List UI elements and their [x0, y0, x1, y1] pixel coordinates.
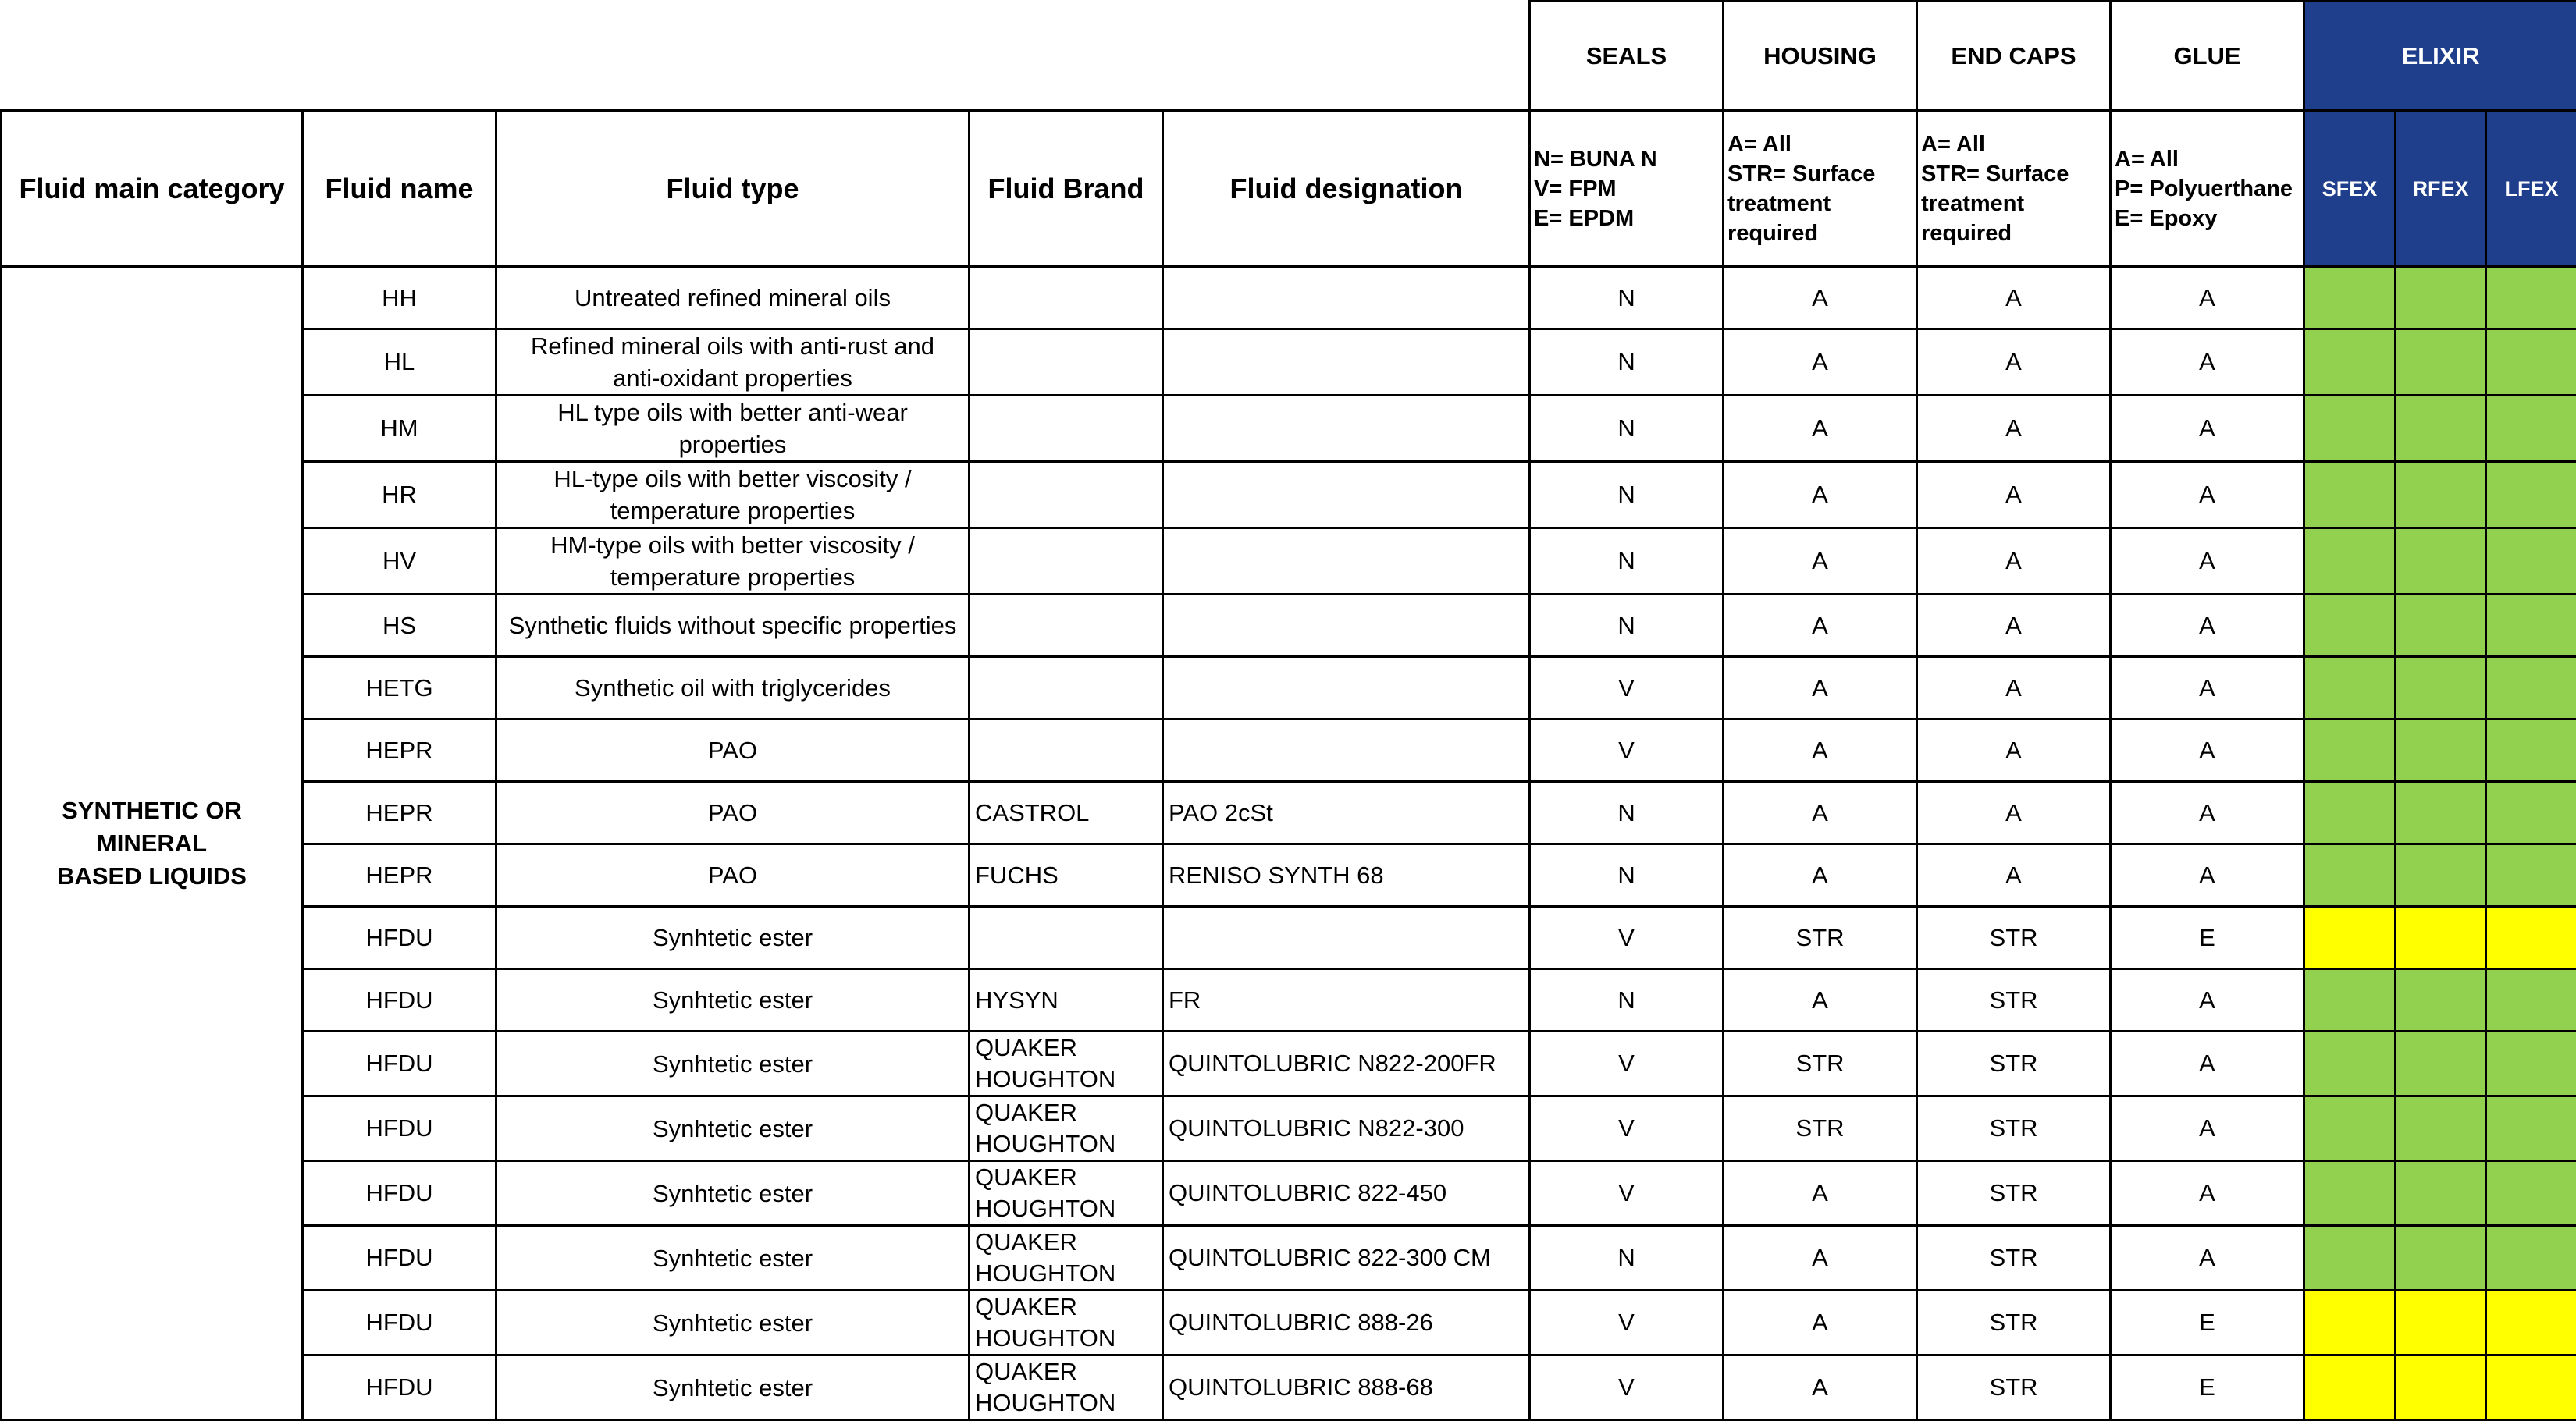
- elixir-rfex-status-cell: [2396, 719, 2486, 782]
- fluid-designation-cell: QUINTOLUBRIC N822-200FR: [1163, 1032, 1530, 1096]
- glue-value-cell: E: [2111, 907, 2304, 969]
- glue-value-cell: A: [2111, 1096, 2304, 1161]
- elixir-lfex-status-cell: [2486, 1355, 2576, 1420]
- fluid-designation-cell: [1163, 719, 1530, 782]
- fluid-name-cell: HEPR: [303, 844, 496, 907]
- housing-value-cell: A: [1724, 719, 1917, 782]
- fluid-brand-cell: QUAKER HOUGHTON: [970, 1032, 1163, 1096]
- glue-value-cell: E: [2111, 1355, 2304, 1420]
- elixir-lfex-status-cell: [2486, 782, 2576, 844]
- table-row: [2, 782, 2576, 844]
- elixir-sfex-header: SFEX: [2304, 111, 2396, 267]
- fluid-name-cell: HH: [303, 267, 496, 329]
- elixir-rfex-status-cell: [2396, 1355, 2486, 1420]
- fluid-designation-cell: RENISO SYNTH 68: [1163, 844, 1530, 907]
- elixir-lfex-status-cell: [2486, 595, 2576, 657]
- fluid-designation-cell: QUINTOLUBRIC 888-26: [1163, 1291, 1530, 1355]
- elixir-sfex-status-cell: [2304, 1161, 2396, 1226]
- fluid-name-cell: HETG: [303, 657, 496, 719]
- glue-value-cell: A: [2111, 528, 2304, 595]
- elixir-rfex-status-cell: [2396, 462, 2486, 528]
- housing-value-cell: A: [1724, 267, 1917, 329]
- elixir-rfex-status-cell: [2396, 267, 2486, 329]
- elixir-lfex-status-cell: [2486, 907, 2576, 969]
- elixir-sfex-status-cell: [2304, 969, 2396, 1032]
- housing-value-cell: STR: [1724, 1096, 1917, 1161]
- elixir-lfex-status-cell: [2486, 329, 2576, 396]
- fluid-brand-cell: QUAKER HOUGHTON: [970, 1096, 1163, 1161]
- end-caps-value-cell: A: [1917, 329, 2111, 396]
- fluid-type-cell: Synhtetic ester: [496, 907, 970, 969]
- housing-value-cell: A: [1724, 595, 1917, 657]
- end-caps-value-cell: STR: [1917, 1226, 2111, 1291]
- fluid-name-cell: HFDU: [303, 1226, 496, 1291]
- fluid-name-cell: HEPR: [303, 719, 496, 782]
- end-caps-value-cell: STR: [1917, 1032, 2111, 1096]
- housing-value-cell: A: [1724, 528, 1917, 595]
- fluid-designation-cell: QUINTOLUBRIC 822-300 CM: [1163, 1226, 1530, 1291]
- elixir-lfex-status-cell: [2486, 657, 2576, 719]
- housing-value-cell: A: [1724, 1161, 1917, 1226]
- fluid-brand-cell: [970, 462, 1163, 528]
- elixir-lfex-header: LFEX: [2486, 111, 2576, 267]
- fluid-type-cell: Synhtetic ester: [496, 1355, 970, 1420]
- fluid-designation-cell: FR: [1163, 969, 1530, 1032]
- elixir-rfex-status-cell: [2396, 329, 2486, 396]
- fluid-brand-cell: QUAKER HOUGHTON: [970, 1291, 1163, 1355]
- glue-value-cell: A: [2111, 782, 2304, 844]
- fluid-name-cell: HFDU: [303, 969, 496, 1032]
- table-row: [2, 1355, 2576, 1420]
- end-caps-value-cell: A: [1917, 462, 2111, 528]
- end-caps-value-cell: A: [1917, 782, 2111, 844]
- glue-legend: A= All P= Polyuerthane E= Epoxy: [2111, 111, 2304, 267]
- fluid-brand-cell: QUAKER HOUGHTON: [970, 1226, 1163, 1291]
- glue-value-cell: A: [2111, 1161, 2304, 1226]
- elixir-lfex-status-cell: [2486, 528, 2576, 595]
- fluid-type-cell: Refined mineral oils with anti-rust and anti-oxidant properties: [496, 329, 970, 396]
- fluid-brand-cell: [970, 907, 1163, 969]
- elixir-sfex-status-cell: [2304, 528, 2396, 595]
- table-row: [2, 1161, 2576, 1226]
- elixir-sfex-status-cell: [2304, 329, 2396, 396]
- fluid-designation-cell: [1163, 267, 1530, 329]
- elixir-sfex-status-cell: [2304, 267, 2396, 329]
- housing-value-cell: A: [1724, 844, 1917, 907]
- fluid-designation-cell: [1163, 528, 1530, 595]
- table-row: [2, 595, 2576, 657]
- fluid-designation-cell: [1163, 329, 1530, 396]
- fluid-type-cell: Synhtetic ester: [496, 969, 970, 1032]
- fluid-brand-cell: CASTROL: [970, 782, 1163, 844]
- table-row: [2, 657, 2576, 719]
- fluid-brand-cell: [970, 528, 1163, 595]
- fluid-type-cell: Synhtetic ester: [496, 1226, 970, 1291]
- elixir-rfex-status-cell: [2396, 657, 2486, 719]
- fluid-name-cell: HFDU: [303, 1096, 496, 1161]
- seals-value-cell: N: [1530, 969, 1724, 1032]
- table-row: [2, 844, 2576, 907]
- fluid-type-cell: Synhtetic ester: [496, 1161, 970, 1226]
- end-caps-value-cell: A: [1917, 844, 2111, 907]
- blank-header-area: [2, 2, 1530, 111]
- fluid-type-cell: Synhtetic ester: [496, 1291, 970, 1355]
- seals-value-cell: V: [1530, 1291, 1724, 1355]
- fluid-type-cell: HL-type oils with better viscosity / temperature properties: [496, 462, 970, 528]
- housing-value-cell: A: [1724, 462, 1917, 528]
- fluid-type-cell: Synhtetic ester: [496, 1096, 970, 1161]
- end-caps-value-cell: STR: [1917, 1291, 2111, 1355]
- fluid-name-cell: HFDU: [303, 1291, 496, 1355]
- housing-value-cell: STR: [1724, 907, 1917, 969]
- glue-value-cell: A: [2111, 1226, 2304, 1291]
- table-row: [2, 969, 2576, 1032]
- fluid-brand-cell: [970, 329, 1163, 396]
- table-row: [2, 1226, 2576, 1291]
- table-row: [2, 267, 2576, 329]
- col-header-brand: Fluid Brand: [970, 111, 1163, 267]
- table-row: [2, 396, 2576, 462]
- housing-value-cell: A: [1724, 396, 1917, 462]
- fluid-type-cell: HL type oils with better anti-wear properties: [496, 396, 970, 462]
- housing-value-cell: A: [1724, 657, 1917, 719]
- fluid-brand-cell: [970, 267, 1163, 329]
- elixir-sfex-status-cell: [2304, 462, 2396, 528]
- elixir-rfex-status-cell: [2396, 907, 2486, 969]
- elixir-sfex-status-cell: [2304, 1032, 2396, 1096]
- table-row: [2, 719, 2576, 782]
- fluid-designation-cell: PAO 2cSt: [1163, 782, 1530, 844]
- table-row: [2, 1291, 2576, 1355]
- glue-value-cell: A: [2111, 969, 2304, 1032]
- elixir-sfex-status-cell: [2304, 782, 2396, 844]
- end-caps-value-cell: A: [1917, 528, 2111, 595]
- housing-legend: A= All STR= Surface treatment required: [1724, 111, 1917, 267]
- glue-value-cell: A: [2111, 844, 2304, 907]
- elixir-lfex-status-cell: [2486, 969, 2576, 1032]
- table-row: [2, 1096, 2576, 1161]
- fluid-name-cell: HFDU: [303, 1161, 496, 1226]
- seals-value-cell: N: [1530, 396, 1724, 462]
- end-caps-value-cell: A: [1917, 396, 2111, 462]
- glue-value-cell: A: [2111, 462, 2304, 528]
- elixir-lfex-status-cell: [2486, 1291, 2576, 1355]
- end-caps-group-header: END CAPS: [1917, 2, 2111, 111]
- elixir-lfex-status-cell: [2486, 1226, 2576, 1291]
- end-caps-value-cell: STR: [1917, 1161, 2111, 1226]
- fluid-brand-cell: QUAKER HOUGHTON: [970, 1355, 1163, 1420]
- fluid-designation-cell: [1163, 907, 1530, 969]
- seals-value-cell: N: [1530, 267, 1724, 329]
- fluid-type-cell: Untreated refined mineral oils: [496, 267, 970, 329]
- fluid-name-cell: HM: [303, 396, 496, 462]
- col-header-type: Fluid type: [496, 111, 970, 267]
- elixir-rfex-status-cell: [2396, 1226, 2486, 1291]
- table-row: [2, 907, 2576, 969]
- col-header-category: Fluid main category: [2, 111, 303, 267]
- fluid-name-cell: HFDU: [303, 1355, 496, 1420]
- fluid-name-cell: HFDU: [303, 1032, 496, 1096]
- fluid-type-cell: Synthetic fluids without specific properties: [496, 595, 970, 657]
- elixir-sfex-status-cell: [2304, 1226, 2396, 1291]
- housing-value-cell: A: [1724, 1226, 1917, 1291]
- fluid-type-cell: Synthetic oil with triglycerides: [496, 657, 970, 719]
- fluid-designation-cell: [1163, 462, 1530, 528]
- elixir-rfex-header: RFEX: [2396, 111, 2486, 267]
- glue-group-header: GLUE: [2111, 2, 2304, 111]
- seals-value-cell: V: [1530, 1161, 1724, 1226]
- elixir-lfex-status-cell: [2486, 462, 2576, 528]
- fluid-name-cell: HV: [303, 528, 496, 595]
- fluid-name-cell: HS: [303, 595, 496, 657]
- end-caps-value-cell: STR: [1917, 1096, 2111, 1161]
- elixir-sfex-status-cell: [2304, 844, 2396, 907]
- elixir-rfex-status-cell: [2396, 1032, 2486, 1096]
- fluid-brand-cell: HYSYN: [970, 969, 1163, 1032]
- seals-value-cell: V: [1530, 1032, 1724, 1096]
- fluid-brand-cell: FUCHS: [970, 844, 1163, 907]
- housing-value-cell: A: [1724, 1355, 1917, 1420]
- fluid-type-cell: HM-type oils with better viscosity / temperature properties: [496, 528, 970, 595]
- end-caps-value-cell: A: [1917, 657, 2111, 719]
- end-caps-legend: A= All STR= Surface treatment required: [1917, 111, 2111, 267]
- table-row: [2, 462, 2576, 528]
- seals-value-cell: V: [1530, 1355, 1724, 1420]
- elixir-sfex-status-cell: [2304, 907, 2396, 969]
- fluid-type-cell: Synhtetic ester: [496, 1032, 970, 1096]
- seals-value-cell: V: [1530, 1096, 1724, 1161]
- elixir-rfex-status-cell: [2396, 528, 2486, 595]
- housing-value-cell: A: [1724, 782, 1917, 844]
- elixir-lfex-status-cell: [2486, 719, 2576, 782]
- fluid-designation-cell: QUINTOLUBRIC N822-300: [1163, 1096, 1530, 1161]
- housing-value-cell: A: [1724, 1291, 1917, 1355]
- glue-value-cell: A: [2111, 657, 2304, 719]
- seals-value-cell: V: [1530, 907, 1724, 969]
- fluid-brand-cell: [970, 595, 1163, 657]
- housing-group-header: HOUSING: [1724, 2, 1917, 111]
- elixir-sfex-status-cell: [2304, 595, 2396, 657]
- housing-value-cell: A: [1724, 969, 1917, 1032]
- seals-value-cell: N: [1530, 462, 1724, 528]
- fluid-type-cell: PAO: [496, 719, 970, 782]
- elixir-sfex-status-cell: [2304, 1291, 2396, 1355]
- housing-value-cell: STR: [1724, 1032, 1917, 1096]
- col-header-designation: Fluid designation: [1163, 111, 1530, 267]
- fluid-category-cell: SYNTHETIC OR MINERAL BASED LIQUIDS: [2, 267, 303, 1420]
- fluid-brand-cell: QUAKER HOUGHTON: [970, 1161, 1163, 1226]
- elixir-lfex-status-cell: [2486, 1032, 2576, 1096]
- fluid-type-cell: PAO: [496, 782, 970, 844]
- fluid-designation-cell: [1163, 657, 1530, 719]
- table-row: [2, 1032, 2576, 1096]
- glue-value-cell: E: [2111, 1291, 2304, 1355]
- elixir-rfex-status-cell: [2396, 1096, 2486, 1161]
- end-caps-value-cell: A: [1917, 719, 2111, 782]
- elixir-lfex-status-cell: [2486, 396, 2576, 462]
- elixir-sfex-status-cell: [2304, 657, 2396, 719]
- elixir-lfex-status-cell: [2486, 1096, 2576, 1161]
- table-row: [2, 528, 2576, 595]
- end-caps-value-cell: A: [1917, 267, 2111, 329]
- fluid-brand-cell: [970, 657, 1163, 719]
- glue-value-cell: A: [2111, 396, 2304, 462]
- elixir-lfex-status-cell: [2486, 267, 2576, 329]
- seals-group-header: SEALS: [1530, 2, 1724, 111]
- end-caps-value-cell: STR: [1917, 1355, 2111, 1420]
- fluid-brand-cell: [970, 396, 1163, 462]
- glue-value-cell: A: [2111, 595, 2304, 657]
- seals-value-cell: N: [1530, 1226, 1724, 1291]
- glue-value-cell: A: [2111, 719, 2304, 782]
- column-header-row: [2, 111, 2576, 267]
- elixir-sfex-status-cell: [2304, 719, 2396, 782]
- fluid-designation-cell: [1163, 396, 1530, 462]
- group-header-row: [2, 2, 2576, 111]
- end-caps-value-cell: STR: [1917, 969, 2111, 1032]
- elixir-rfex-status-cell: [2396, 969, 2486, 1032]
- elixir-rfex-status-cell: [2396, 782, 2486, 844]
- elixir-rfex-status-cell: [2396, 396, 2486, 462]
- fluid-brand-cell: [970, 719, 1163, 782]
- fluid-name-cell: HL: [303, 329, 496, 396]
- fluid-name-cell: HEPR: [303, 782, 496, 844]
- seals-value-cell: N: [1530, 844, 1724, 907]
- seals-legend: N= BUNA N V= FPM E= EPDM: [1530, 111, 1724, 267]
- elixir-rfex-status-cell: [2396, 844, 2486, 907]
- elixir-sfex-status-cell: [2304, 1355, 2396, 1420]
- elixir-group-header: ELIXIR: [2304, 2, 2576, 111]
- seals-value-cell: N: [1530, 595, 1724, 657]
- glue-value-cell: A: [2111, 329, 2304, 396]
- elixir-rfex-status-cell: [2396, 1161, 2486, 1226]
- elixir-sfex-status-cell: [2304, 1096, 2396, 1161]
- seals-value-cell: N: [1530, 329, 1724, 396]
- seals-value-cell: V: [1530, 719, 1724, 782]
- housing-value-cell: A: [1724, 329, 1917, 396]
- elixir-lfex-status-cell: [2486, 844, 2576, 907]
- glue-value-cell: A: [2111, 267, 2304, 329]
- end-caps-value-cell: A: [1917, 595, 2111, 657]
- fluid-designation-cell: [1163, 595, 1530, 657]
- seals-value-cell: N: [1530, 782, 1724, 844]
- table-row: [2, 329, 2576, 396]
- col-header-name: Fluid name: [303, 111, 496, 267]
- elixir-rfex-status-cell: [2396, 1291, 2486, 1355]
- glue-value-cell: A: [2111, 1032, 2304, 1096]
- elixir-sfex-status-cell: [2304, 396, 2396, 462]
- seals-value-cell: N: [1530, 528, 1724, 595]
- fluid-designation-cell: QUINTOLUBRIC 888-68: [1163, 1355, 1530, 1420]
- elixir-rfex-status-cell: [2396, 595, 2486, 657]
- fluid-designation-cell: QUINTOLUBRIC 822-450: [1163, 1161, 1530, 1226]
- fluid-type-cell: PAO: [496, 844, 970, 907]
- end-caps-value-cell: STR: [1917, 907, 2111, 969]
- fluid-name-cell: HR: [303, 462, 496, 528]
- seals-value-cell: V: [1530, 657, 1724, 719]
- fluid-name-cell: HFDU: [303, 907, 496, 969]
- elixir-lfex-status-cell: [2486, 1161, 2576, 1226]
